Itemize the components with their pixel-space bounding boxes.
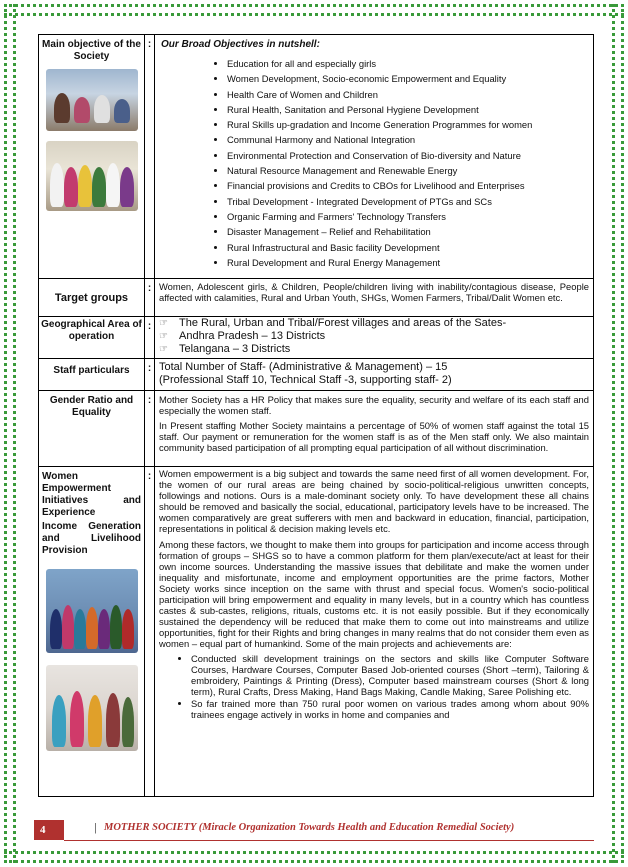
pointing-hand-icon: ☞ xyxy=(159,318,168,329)
women-para-1: Women empowerment is a big subject and towards the same need first of all women development. For, the women of our rural areas are being chained by socio-political-religious unwritten concepts, followings and notions. Ours is a male-dominant society only. To have development these all chains should be removed and basically the social, educational, participatory levels have to be increased. The women comparatively are great sufferers with men and backward in education, financial, participation, representations in political & decision making levels etc. xyxy=(159,468,589,534)
list-item: • Rural Infrastructural and Basic facility Development xyxy=(227,240,593,255)
staff-content xyxy=(155,359,594,391)
page-border-bottom xyxy=(4,851,624,863)
geo-row xyxy=(39,317,594,359)
meeting-photo-2 xyxy=(46,141,138,211)
target-content xyxy=(155,279,594,317)
footer-separator: | xyxy=(94,822,97,834)
target-text: Women, Adolescent girls, & Children, People/children living with inability/contagious disease, People affected with calamities, Rural and Urban Youth, SHGs, Women Farmers, Tribal/Dalit Women etc. xyxy=(159,281,589,303)
geo-line: ☞ Telangana – 3 Districts xyxy=(159,343,291,355)
objective-content xyxy=(155,35,594,279)
geo-label: Geographical Area of operation xyxy=(41,319,142,342)
pointing-hand-icon: ☞ xyxy=(159,344,168,355)
list-item: • So far trained more than 750 rural poor women on various trades among whom about 90% trainees engage actively in works in home and companies and xyxy=(191,698,589,720)
objective-colon: : xyxy=(145,35,155,279)
list-item: • Rural Health, Sanitation and Personal Hygiene Development xyxy=(227,102,593,117)
gender-content xyxy=(155,391,594,467)
list-item: • Women Development, Socio-economic Empowerment and Equality xyxy=(227,71,593,86)
women-label-cell xyxy=(39,467,145,797)
list-item: • Tribal Development - Integrated Development of PTGs and SCs xyxy=(227,194,593,209)
women-para-2: Among these factors, we thought to make them into groups for participation and income access through formation of groups – SHGS so to have a common platform for them plan/execute/act at least for their own income sources. Understanding the massive issues that debilitate and make the women under inequality and misfortunate, income and employment opportunities are the prime factors, Mother Society works since inception on the same with thrust and special focus. Women's socio-political participation will bring empowerment and equality in many levels, but in a country which has countless castes & sub-castes, religions, rituals, customs etc. it is not easily possible. But if they economically sustained the dependency will be reduced that make them to come out into mainstreams and utilize opportunities, fight for their Rights and bring changes in many realms that do not consider them even as women – equal part of humankind. Some of the main projects and achievements are: xyxy=(159,539,589,649)
target-colon: : xyxy=(145,279,155,317)
gender-label-cell xyxy=(39,391,145,467)
staff-label: Staff particulars xyxy=(53,365,130,376)
projects-list xyxy=(155,653,593,720)
meeting-photo-1 xyxy=(46,69,138,131)
target-label: Target groups xyxy=(54,291,129,304)
objective-label: Main objective of the Society xyxy=(42,39,141,62)
gender-colon: : xyxy=(145,391,155,467)
list-item: • Natural Resource Management and Renewable Energy xyxy=(227,163,593,178)
staff-line-1: Total Number of Staff- (Administrative & Management) – 15 xyxy=(159,361,448,373)
geo-line: ☞ The Rural, Urban and Tribal/Forest villages and areas of the Sates- xyxy=(159,317,507,329)
staff-colon: : xyxy=(145,359,155,391)
gender-label: Gender Ratio and Equality xyxy=(49,395,134,418)
list-item: • Communal Harmony and National Integration xyxy=(227,132,593,147)
list-item: • Financial provisions and Credits to CBOs for Livelihood and Enterprises xyxy=(227,178,593,193)
geo-colon: : xyxy=(145,317,155,359)
objective-title: Our Broad Objectives in nutshell: xyxy=(161,39,320,50)
pointing-hand-icon: ☞ xyxy=(159,331,168,342)
list-item: • Conducted skill development trainings on the sectors and skills like Computer Software Courses, Hardware Courses, Computer Based Job-oriented courses (Short –term), Tailoring & embroidery, Paintings & Printing (Dress), Computer based mainstream courses (Short & long term), Rural Crafts, Dress Making, Hand Bags Making, Candle Making, Saree Polishing etc. xyxy=(191,653,589,697)
women-colon: : xyxy=(145,467,155,797)
women-row xyxy=(39,467,594,797)
staff-line-2: (Professional Staff 10, Technical Staff -3, supporting staff- 2) xyxy=(159,374,452,386)
training-photo-1 xyxy=(46,569,138,653)
footer-org-name: MOTHER SOCIETY (Miracle Organization Towards Health and Education Remedial Society) xyxy=(104,822,515,833)
list-item: • Environmental Protection and Conservation of Bio-diversity and Nature xyxy=(227,148,593,163)
gender-row xyxy=(39,391,594,467)
objective-row xyxy=(39,35,594,279)
staff-label-cell xyxy=(39,359,145,391)
list-item: • Rural Development and Rural Energy Management xyxy=(227,255,593,270)
gender-para-2: In Present staffing Mother Society maintains a percentage of 50% of women staff against the total 15 staff. Our payment or remuneration for the women staff is as of the Men staff only. We also maintain community based participation of all prompting equal participation of all without discrimination. xyxy=(159,420,589,453)
list-item: • Rural Skills up-gradation and Income Generation Programmes for women xyxy=(227,117,593,132)
women-label: Women Empowerment Initiatives and Experience xyxy=(42,471,141,518)
objective-label-cell xyxy=(39,35,145,279)
page-border-top xyxy=(4,4,624,16)
staff-row xyxy=(39,359,594,391)
target-label-cell xyxy=(39,279,145,317)
income-label: Income Generation and Livelihood Provision xyxy=(42,521,141,556)
objective-list xyxy=(155,56,593,270)
women-content xyxy=(155,467,594,797)
list-item: • Organic Farming and Farmers' Technology Transfers xyxy=(227,209,593,224)
list-item: • Disaster Management – Relief and Rehabilitation xyxy=(227,224,593,239)
target-row xyxy=(39,279,594,317)
training-photo-2 xyxy=(46,665,138,751)
page-border-right xyxy=(612,4,624,863)
geo-line: ☞ Andhra Pradesh – 13 Districts xyxy=(159,330,326,342)
gender-para-1: Mother Society has a HR Policy that makes sure the equality, security and welfare of its each staff and especially the women staff. xyxy=(159,394,589,416)
list-item: • Education for all and especially girls xyxy=(227,56,593,71)
society-profile-table xyxy=(38,34,594,797)
list-item: • Health Care of Women and Children xyxy=(227,87,593,102)
geo-content xyxy=(155,317,594,359)
page-border-left xyxy=(4,4,16,863)
geo-label-cell xyxy=(39,317,145,359)
page-number: 4 xyxy=(34,820,64,840)
